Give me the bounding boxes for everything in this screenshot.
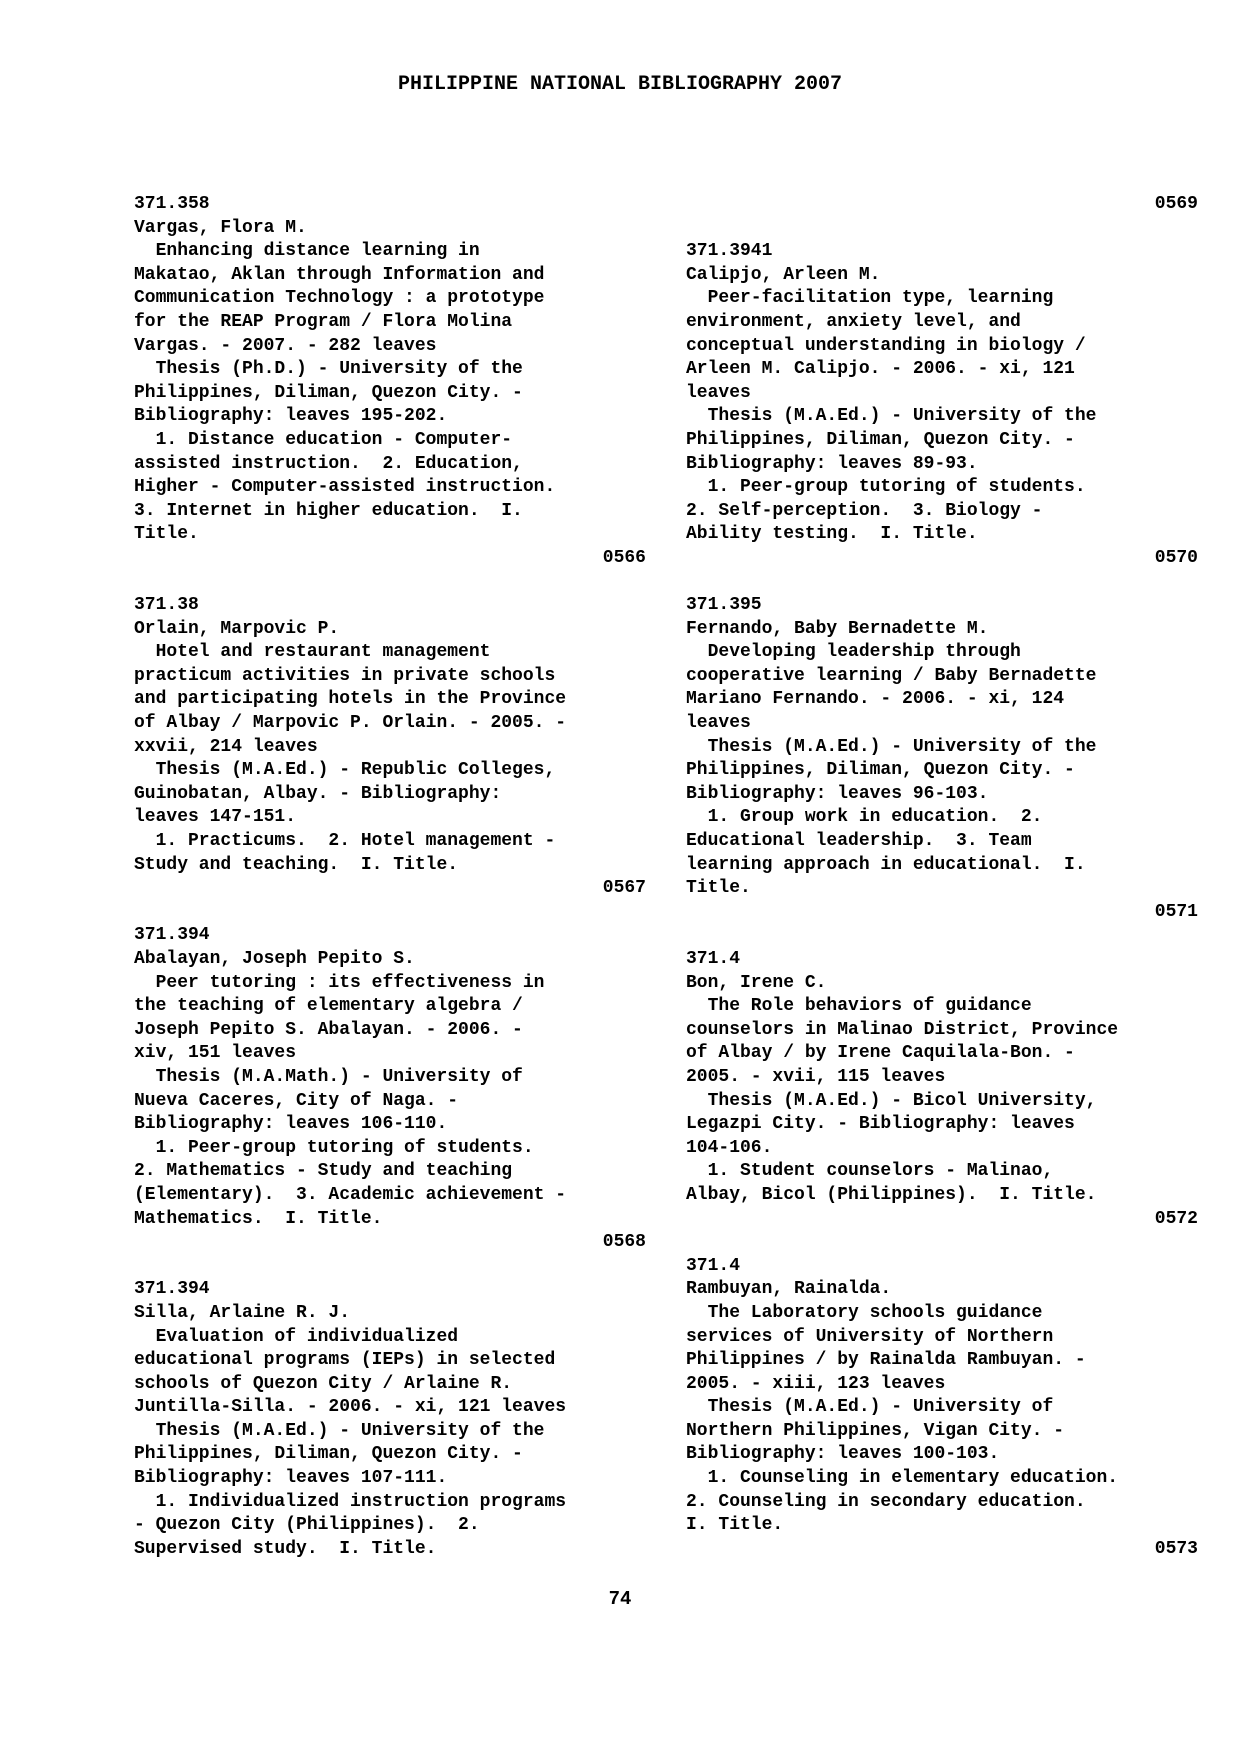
body-line: Mathematics. I. Title.: [134, 1208, 383, 1229]
body-line: Title.: [686, 878, 751, 899]
body-line: 1. Peer-group tutoring of students.: [134, 1137, 534, 1158]
body-line: leaves: [686, 713, 751, 734]
body-line: Guinobatan, Albay. - Bibliography:: [134, 783, 502, 804]
body-line: assisted instruction. 2. Education,: [134, 453, 523, 474]
entry-0573: [686, 1255, 1198, 1562]
spacer: [686, 217, 1198, 241]
body-line: 2005. - xvii, 115 leaves: [686, 1066, 946, 1087]
entry-0570: [686, 240, 1198, 570]
entry-0569-part: [134, 1278, 646, 1561]
spacer: [686, 924, 1198, 948]
body-line: 1. Distance education - Computer-: [134, 429, 513, 450]
author: Abalayan, Joseph Pepito S.: [134, 949, 415, 969]
body-line: 2005. - xiii, 123 leaves: [686, 1373, 946, 1394]
body-line: The Laboratory schools guidance: [686, 1302, 1043, 1323]
body-line: the teaching of elementary algebra /: [134, 996, 523, 1017]
body-line: Nueva Caceres, City of Naga. -: [134, 1090, 459, 1111]
body-line: Mariano Fernando. - 2006. - xi, 124: [686, 689, 1065, 710]
body-line: for the REAP Program / Flora Molina: [134, 311, 513, 332]
body-line: Bibliography: leaves 96-103.: [686, 783, 989, 804]
body-line: Study and teaching. I. Title.: [134, 854, 459, 875]
body-line: Thesis (M.A.Ed.) - University of the: [686, 736, 1097, 757]
body-line: conceptual understanding in biology /: [686, 335, 1086, 356]
entry-number: 0573: [1154, 1538, 1198, 1559]
right-column: [686, 193, 1198, 1561]
entry-0567: [134, 594, 646, 901]
class-number: 371.395: [686, 595, 762, 616]
class-number: 371.4: [686, 1255, 741, 1276]
entry-0566: [134, 193, 646, 571]
body-line: Bibliography: leaves 100-103.: [686, 1444, 1000, 1465]
spacer: [134, 1255, 646, 1279]
body-line: Legazpi City. - Bibliography: leaves: [686, 1114, 1075, 1135]
body-line: xxvii, 214 leaves: [134, 736, 318, 757]
body-line: services of University of Northern: [686, 1326, 1054, 1347]
entry-number: 0569: [1154, 194, 1198, 214]
body-line: leaves 147-151.: [134, 807, 297, 828]
body-line: Thesis (M.A.Math.) - University of: [134, 1066, 523, 1087]
body-line: Thesis (M.A.Ed.) - University of the: [686, 406, 1097, 427]
body-line: 1. Practicums. 2. Hotel management -: [134, 831, 556, 852]
body-line: Peer tutoring : its effectiveness in: [134, 972, 545, 993]
entry-number: 0570: [1154, 547, 1198, 568]
body-line: Hotel and restaurant management: [134, 642, 491, 663]
body-line: I. Title.: [686, 1515, 784, 1536]
class-number: 371.4: [686, 949, 741, 969]
body-line: Ability testing. I. Title.: [686, 524, 978, 545]
entry-0571: [686, 594, 1198, 924]
body-line: Philippines, Diliman, Quezon City. -: [686, 429, 1075, 450]
body-line: Philippines, Diliman, Quezon City. -: [686, 760, 1075, 781]
body-line: Vargas. - 2007. - 282 leaves: [134, 335, 437, 356]
body-line: counselors in Malinao District, Province: [686, 1019, 1119, 1040]
spacer: [134, 571, 646, 595]
body-line: Philippines, Diliman, Quezon City. -: [134, 382, 523, 403]
entry-number: 0566: [602, 547, 646, 568]
body-line: xiv, 151 leaves: [134, 1043, 297, 1064]
body-line: 2. Counseling in secondary education.: [686, 1491, 1086, 1512]
author: Rambuyan, Rainalda.: [686, 1279, 892, 1300]
body-line: Thesis (M.A.Ed.) - Bicol University,: [686, 1090, 1097, 1111]
body-line: Philippines / by Rainalda Rambuyan. -: [686, 1350, 1086, 1371]
body-line: Bibliography: leaves 89-93.: [686, 453, 978, 474]
author: Silla, Arlaine R. J.: [134, 1302, 351, 1323]
body-line: Philippines, Diliman, Quezon City. -: [134, 1444, 523, 1465]
body-line: practicum activities in private schools: [134, 665, 556, 686]
entry-number: 0571: [1154, 901, 1198, 922]
spacer: [686, 1231, 1198, 1255]
body-line: Peer-facilitation type, learning: [686, 288, 1054, 309]
body-line: 2. Mathematics - Study and teaching: [134, 1161, 513, 1182]
entry-0572: [686, 948, 1198, 1231]
body-line: Developing leadership through: [686, 642, 1021, 663]
author: Vargas, Flora M.: [134, 217, 307, 238]
page-header: PHILIPPINE NATIONAL BIBLIOGRAPHY 2007: [397, 73, 843, 96]
body-line: The Role behaviors of guidance: [686, 996, 1032, 1017]
body-line: Juntilla-Silla. - 2006. - xi, 121 leaves: [134, 1397, 567, 1418]
body-line: learning approach in educational. I.: [686, 854, 1086, 875]
author: Bon, Irene C.: [686, 972, 827, 993]
class-number: 371.38: [134, 595, 199, 616]
body-line: Enhancing distance learning in: [134, 241, 480, 262]
body-line: Communication Technology : a prototype: [134, 288, 545, 309]
body-line: 1. Counseling in elementary education.: [686, 1468, 1119, 1489]
body-line: (Elementary). 3. Academic achievement -: [134, 1184, 567, 1205]
body-line: Thesis (Ph.D.) - University of the: [134, 359, 523, 380]
body-line: 1. Peer-group tutoring of students.: [686, 477, 1086, 498]
body-line: Educational leadership. 3. Team: [686, 831, 1032, 852]
body-line: environment, anxiety level, and: [686, 311, 1021, 332]
body-line: Makatao, Aklan through Information and: [134, 264, 545, 285]
body-line: - Quezon City (Philippines). 2.: [134, 1515, 480, 1536]
entry-number: 0572: [1154, 1208, 1198, 1229]
body-line: Thesis (M.A.Ed.) - Republic Colleges,: [134, 760, 556, 781]
body-line: 1. Student counselors - Malinao,: [686, 1161, 1054, 1182]
body-line: 1. Individualized instruction programs: [134, 1491, 567, 1512]
body-line: and participating hotels in the Province: [134, 689, 567, 710]
body-line: Joseph Pepito S. Abalayan. - 2006. -: [134, 1019, 523, 1040]
author: Fernando, Baby Bernadette M.: [686, 618, 989, 639]
body-line: Title.: [134, 524, 199, 545]
class-number: 371.3941: [686, 241, 773, 262]
spacer: [134, 901, 646, 925]
body-line: educational programs (IEPs) in selected: [134, 1350, 556, 1371]
spacer: [686, 571, 1198, 595]
body-line: Bibliography: leaves 106-110.: [134, 1114, 448, 1135]
class-number: 371.394: [134, 925, 210, 946]
body-line: of Albay / by Irene Caquilala-Bon. -: [686, 1043, 1075, 1064]
body-line: Albay, Bicol (Philippines). I. Title.: [686, 1184, 1097, 1205]
body-line: 1. Group work in education. 2.: [686, 807, 1043, 828]
page-number: 74: [608, 1588, 632, 1610]
class-number: 371.394: [134, 1279, 210, 1300]
body-line: Supervised study. I. Title.: [134, 1538, 437, 1559]
body-line: 2. Self-perception. 3. Biology -: [686, 500, 1043, 521]
body-line: Northern Philippines, Vigan City. -: [686, 1420, 1065, 1441]
body-line: of Albay / Marpovic P. Orlain. - 2005. -: [134, 713, 567, 734]
body-line: Evaluation of individualized: [134, 1326, 459, 1347]
body-line: Higher - Computer-assisted instruction.: [134, 477, 556, 498]
body-line: Thesis (M.A.Ed.) - University of: [686, 1397, 1054, 1418]
entry-number: 0568: [602, 1232, 646, 1253]
entry-0568: [134, 924, 646, 1254]
body-line: schools of Quezon City / Arlaine R.: [134, 1373, 513, 1394]
body-line: Bibliography: leaves 107-111.: [134, 1468, 448, 1489]
left-column: [134, 193, 646, 1561]
body-line: 104-106.: [686, 1137, 773, 1158]
body-line: cooperative learning / Baby Bernadette: [686, 665, 1097, 686]
author: Calipjo, Arleen M.: [686, 264, 881, 285]
entry-number: 0567: [602, 878, 646, 899]
class-number: 371.358: [134, 194, 210, 214]
body-line: Thesis (M.A.Ed.) - University of the: [134, 1420, 545, 1441]
body-line: Bibliography: leaves 195-202.: [134, 406, 448, 427]
body-line: 3. Internet in higher education. I.: [134, 500, 523, 521]
author: Orlain, Marpovic P.: [134, 618, 340, 639]
body-line: Arleen M. Calipjo. - 2006. - xi, 121: [686, 359, 1075, 380]
body-line: leaves: [686, 382, 751, 403]
